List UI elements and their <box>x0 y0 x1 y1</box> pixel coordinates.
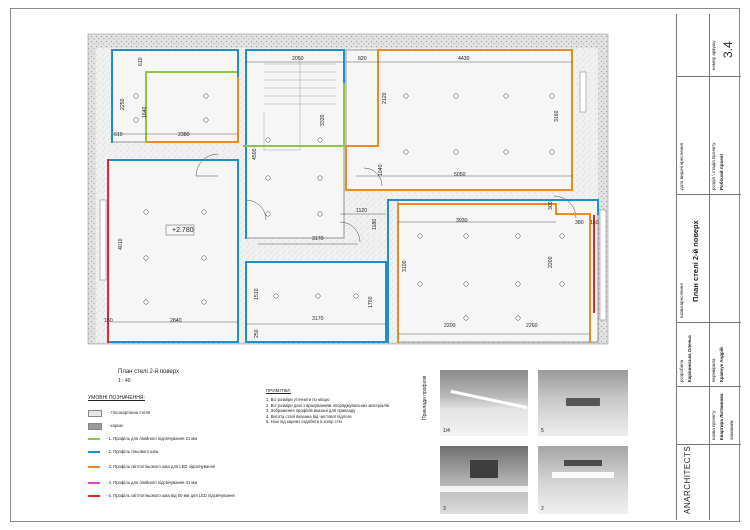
ceiling-light-icon <box>266 176 270 180</box>
ceiling-light-icon <box>144 300 148 304</box>
date-label: дата видачі креслення <box>679 142 684 190</box>
ceiling-light-icon <box>404 150 408 154</box>
ceiling-light-icon <box>316 294 320 298</box>
legend-item <box>88 480 268 485</box>
ceiling-light-icon <box>204 94 208 98</box>
dimension-label: 2260 <box>526 323 538 329</box>
checked-label: перевірила <box>711 358 716 382</box>
room-bottom-right <box>398 200 598 342</box>
ceiling-light-icon <box>274 294 278 298</box>
dimension-label: 4500 <box>252 148 258 160</box>
dimension-label: 3320 <box>320 114 326 126</box>
room-stair <box>246 50 344 238</box>
ceiling-light-icon <box>202 300 206 304</box>
ceiling-light-icon <box>202 210 206 214</box>
dimension-label: 150 <box>104 318 113 324</box>
dimension-label: 3100 <box>402 260 408 272</box>
dimension-label: 1760 <box>368 296 374 308</box>
ceiling-height-mark: +2.780 <box>172 227 194 234</box>
ceiling-light-icon <box>266 212 270 216</box>
ceiling-light-icon <box>464 316 468 320</box>
ceiling-light-icon <box>354 294 358 298</box>
ceiling-light-icon <box>516 316 520 320</box>
title-block <box>676 14 741 520</box>
plan-scale: 1 : 40 <box>118 378 131 384</box>
ceiling-light-icon <box>464 234 468 238</box>
stage-label: розділ \ стадія проекту <box>711 142 716 190</box>
checked-name: Кравчук Андрій <box>719 347 724 382</box>
ceiling-light-icon <box>560 234 564 238</box>
dimension-label: 3160 <box>554 110 560 122</box>
developed-name: Карачинська Оленьо <box>687 335 692 382</box>
ceiling-light-icon <box>318 176 322 180</box>
legend-label: - каркас <box>108 423 124 428</box>
legend-item <box>88 436 268 441</box>
legend-swatch <box>88 466 100 468</box>
dimension-label: 5050 <box>454 172 466 178</box>
ceiling-light-icon <box>202 256 206 260</box>
stage-value: Робочий проект <box>719 153 724 190</box>
legend-item <box>88 410 268 417</box>
legend-label: - 3. Профіль світлотіньового шва для LED підсвічування <box>106 464 216 469</box>
dimension-label: 150 <box>590 220 599 226</box>
company-logo: ANARCHITECTS <box>683 445 692 514</box>
photo-label-3: 3 <box>443 506 446 512</box>
ceiling-light-icon <box>454 94 458 98</box>
dimension-label: 2380 <box>178 132 190 138</box>
notes-title: ПРИМІТКИ: <box>266 388 291 393</box>
legend-item <box>88 449 268 454</box>
note-item: 4. Висота стелі вказана від чистової підлоги <box>266 413 352 419</box>
room-left <box>108 160 238 342</box>
profile-photo-3 <box>440 446 528 514</box>
notes-list <box>266 397 406 425</box>
ceiling-light-icon <box>204 118 208 122</box>
developed-label: розробила <box>679 359 684 382</box>
dimension-label: 620 <box>358 56 367 62</box>
ceiling-light-icon <box>516 234 520 238</box>
legend-label: - Гіпсокартонна стеля <box>108 410 151 415</box>
dimension-label: 1510 <box>254 288 260 300</box>
ceiling-light-icon <box>318 212 322 216</box>
room-top-left <box>112 50 238 142</box>
dimension-label: 250 <box>254 329 260 338</box>
dimension-label: 380 <box>575 220 584 226</box>
dimension-label: 2250 <box>120 98 126 110</box>
profile-photo-1 <box>440 370 528 436</box>
ceiling-light-icon <box>318 138 322 142</box>
dimension-label: 300 <box>548 201 554 210</box>
legend-label: - 5. Профіль світлотіньового шва від 50 мм для LED підсвічування <box>106 493 235 498</box>
legend-swatch <box>88 438 100 440</box>
legend-item <box>88 423 268 430</box>
dimension-label: 1180 <box>372 218 378 230</box>
dimension-label: 2120 <box>382 92 388 104</box>
ceiling-light-icon <box>418 234 422 238</box>
room-corridor <box>246 262 386 342</box>
dimension-label: 3170 <box>312 236 324 242</box>
ceiling-light-icon <box>418 282 422 286</box>
legend-item <box>88 464 268 469</box>
ceiling-light-icon <box>504 94 508 98</box>
legend-label: - 4. Профіль для лінійного підсвічування 41 мм <box>106 480 198 485</box>
dimension-label: 2200 <box>548 256 554 268</box>
window-left <box>100 200 106 280</box>
photos-caption: Приклади профілів <box>422 375 428 420</box>
drawing-name: План стелі 2-й поверх <box>691 220 700 302</box>
dimension-label: 2840 <box>170 318 182 324</box>
window-right-top <box>580 72 586 112</box>
note-item: 5. Ніші під карниз оздобити в колір стін <box>266 419 342 425</box>
dimension-label: 4010 <box>118 238 124 250</box>
dimension-label: 1120 <box>356 208 368 214</box>
legend-swatch <box>88 495 100 497</box>
note-item: 2. Всі розміри дані з врахуванням опоряджувальних матеріалів <box>266 402 389 408</box>
ceiling-light-icon <box>144 210 148 214</box>
legend-swatch <box>88 410 102 417</box>
legend-title: УМОВНІ ПОЗНАЧЕННЯ: <box>88 395 145 401</box>
sheet-number: 3.4 <box>721 41 735 58</box>
legend-swatch <box>88 451 100 453</box>
ceiling-light-icon <box>404 94 408 98</box>
dimension-label: 3170 <box>312 316 324 322</box>
ceiling-light-icon <box>266 138 270 142</box>
legend-swatch <box>88 482 100 484</box>
dimension-label: 2200 <box>444 323 456 329</box>
drawing-name-label: назва креслення <box>679 283 684 318</box>
project-name: Квартира Литвинова <box>719 393 724 440</box>
ceiling-light-icon <box>464 282 468 286</box>
window-right <box>600 210 606 320</box>
legend-label: - 2. Профіль тіньового шва <box>106 449 159 454</box>
legend-item <box>88 493 268 498</box>
ceiling-light-icon <box>550 150 554 154</box>
project-label: назва проекту <box>711 410 716 440</box>
photo-label-1: 1/4 <box>443 428 450 434</box>
legend-label: - 1. Профіль для лінійного підсвічування 21 мм <box>106 436 198 441</box>
ceiling-light-icon <box>504 150 508 154</box>
note-item: 1. Всі розміри уточнити по місцю <box>266 397 330 402</box>
ceiling-light-icon <box>560 282 564 286</box>
dimension-label: 1040 <box>378 164 384 176</box>
ceiling-light-icon <box>454 150 458 154</box>
dimension-label: 610 <box>114 132 123 138</box>
ceiling-light-icon <box>550 94 554 98</box>
dimension-label: 3930 <box>456 218 468 224</box>
plan-title: План стелі 2-й поверх <box>118 369 180 375</box>
ceiling-light-icon <box>134 94 138 98</box>
dimension-label: 2050 <box>292 56 304 62</box>
ceiling-light-icon <box>134 118 138 122</box>
profile-photo-2 <box>538 370 628 436</box>
photo-label-2: 5 <box>541 428 544 434</box>
dimension-label: 610 <box>138 57 144 66</box>
customer-label: замовник <box>729 420 734 440</box>
dimension-label: 4430 <box>458 56 470 62</box>
photo-label-4: 2 <box>541 506 544 512</box>
sheet-num-label: номер аркушу <box>711 40 716 70</box>
legend-swatch <box>88 423 102 430</box>
ceiling-light-icon <box>144 256 148 260</box>
ceiling-light-icon <box>516 282 520 286</box>
note-item: 3. Зображення профілів вказані для прикладу <box>266 408 356 414</box>
dimension-label: 1640 <box>142 106 148 118</box>
profile-photo-4 <box>538 446 628 514</box>
